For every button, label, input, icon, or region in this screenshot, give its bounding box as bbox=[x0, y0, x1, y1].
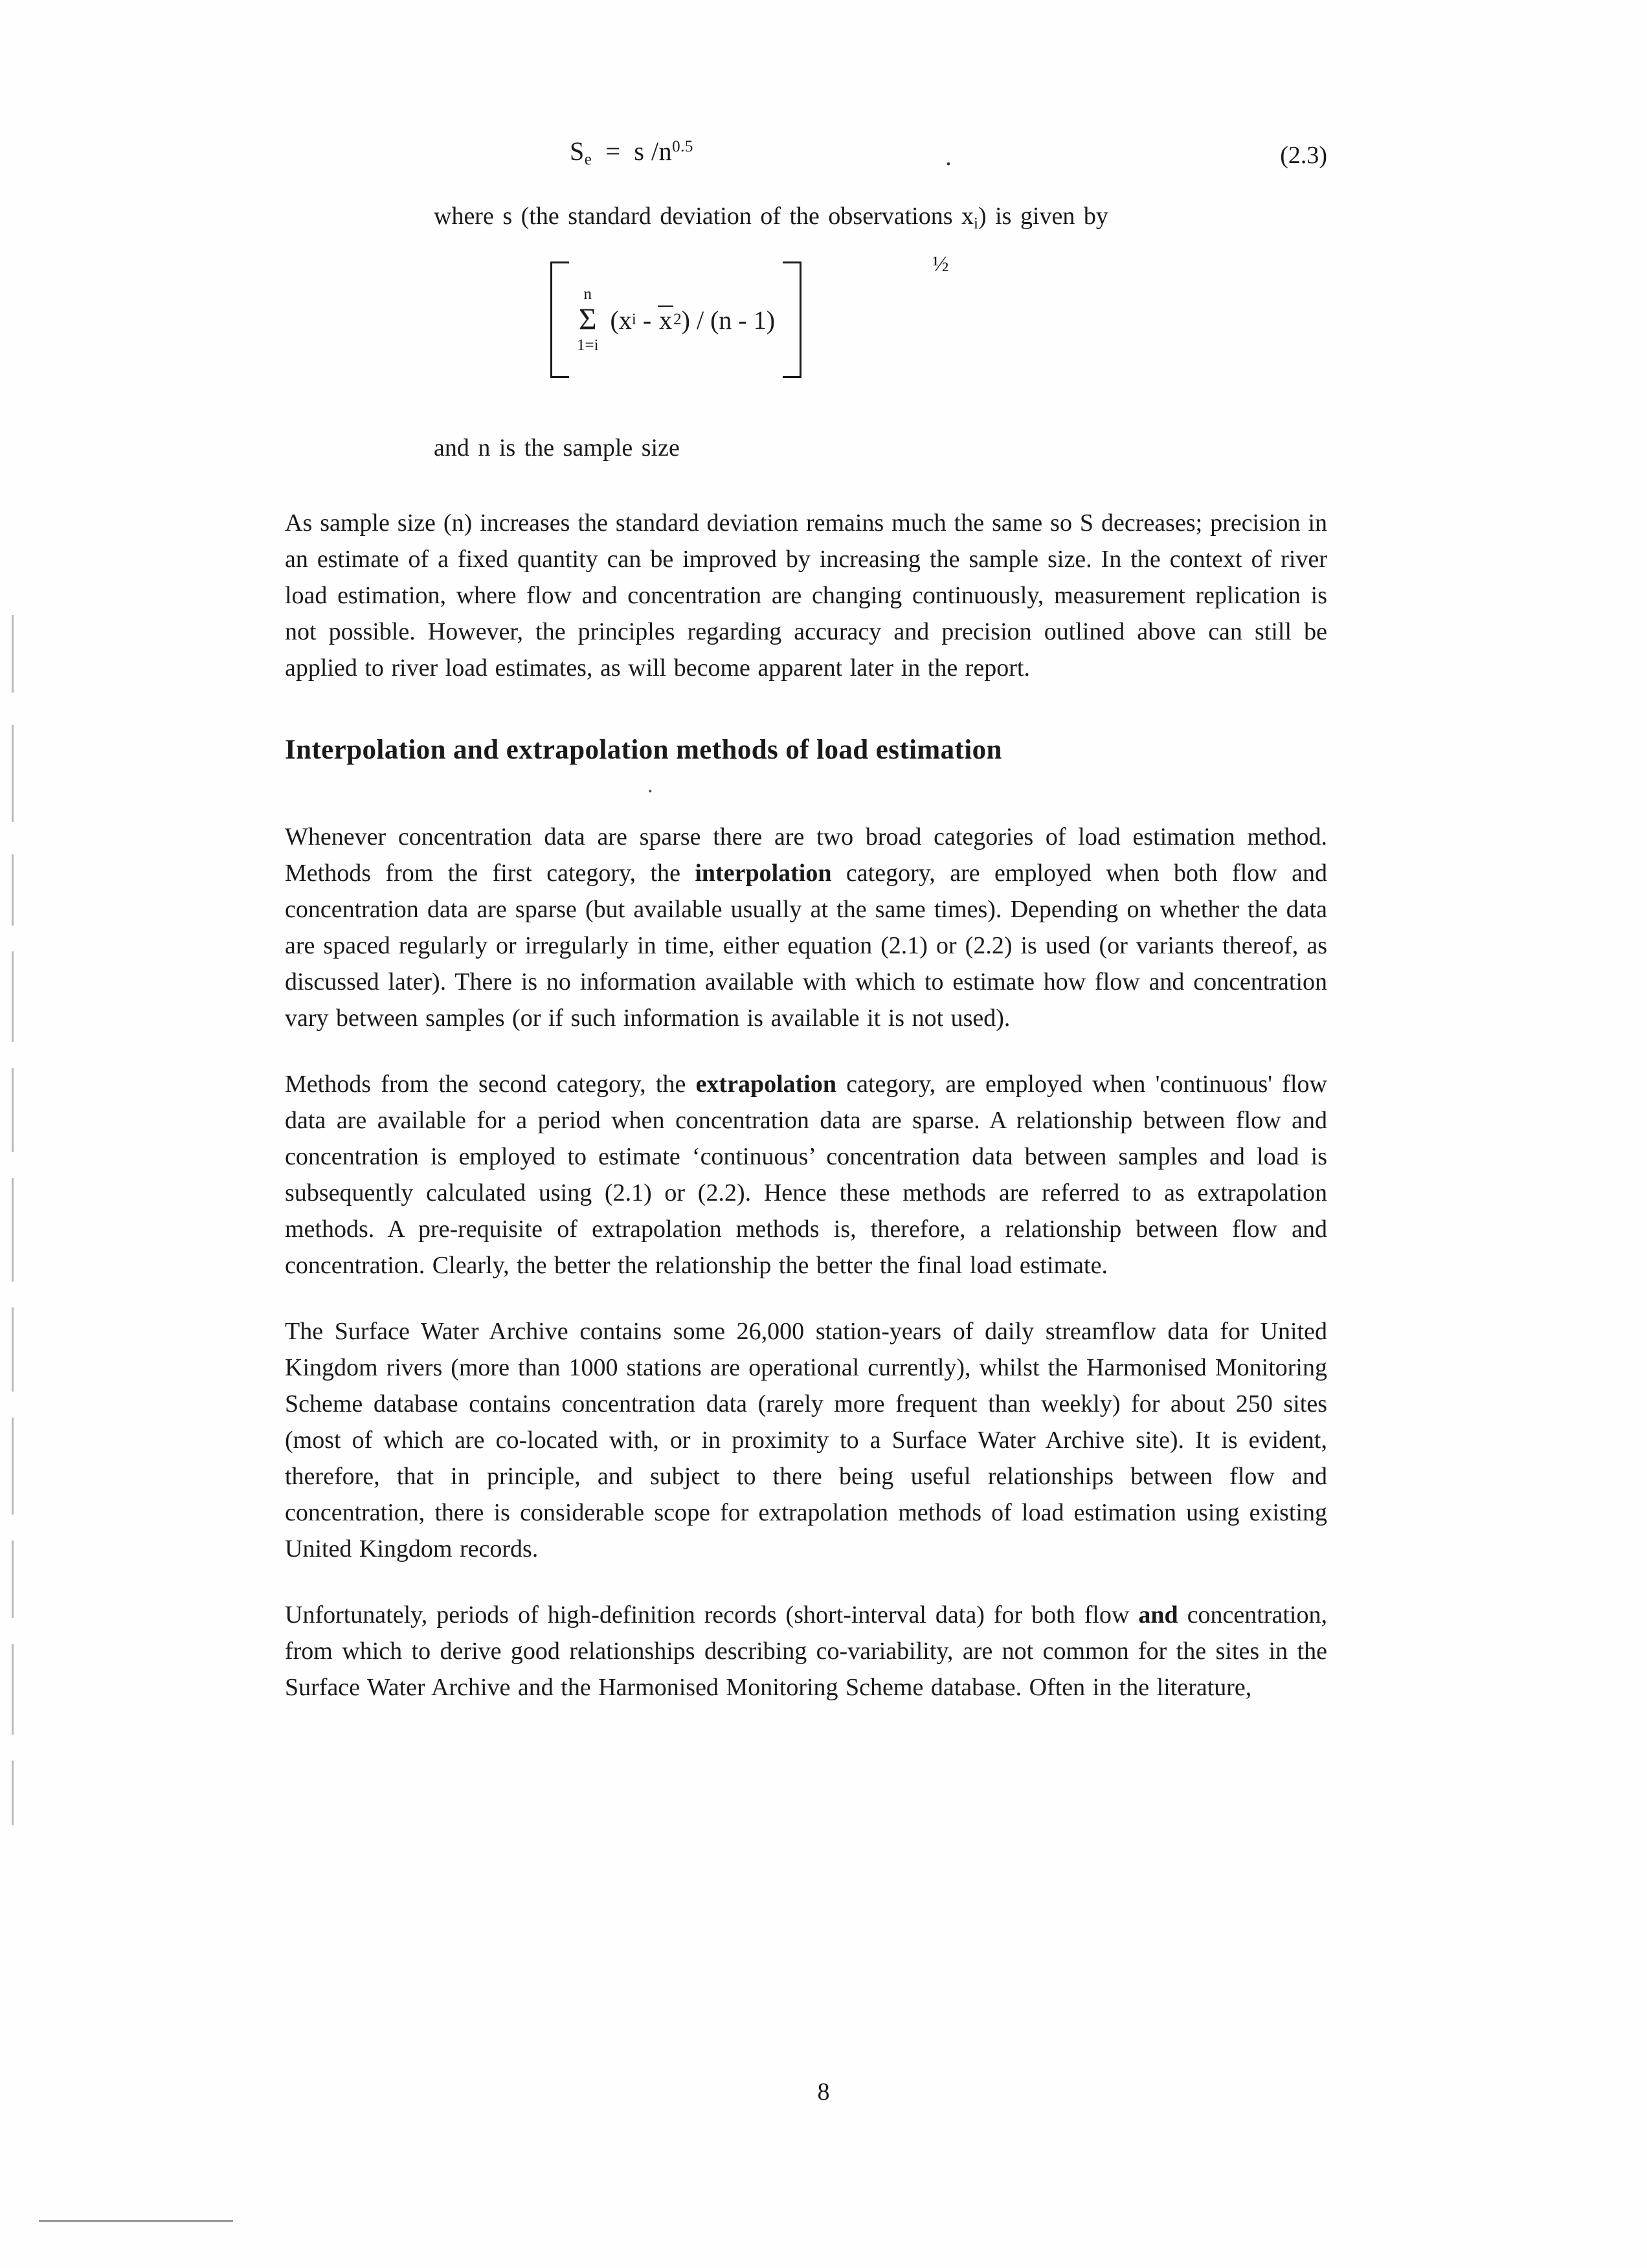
formula-divisor: ) / (n - 1) bbox=[681, 305, 776, 335]
spacer bbox=[285, 795, 1327, 819]
heading-stray-dot: . bbox=[647, 773, 653, 797]
paragraph-precision bbox=[285, 505, 1327, 686]
formula-expression bbox=[569, 261, 783, 378]
sample-size-note: and n is the sample size bbox=[434, 434, 680, 461]
paragraph-precision-text: As sample size (n) increases the standard deviation remains much the same so S decreases; precision in an estimate of a fixed quantity can be improved by increasing the sample size. In the context of river load estimation, where flow and concentration are changing continuously, measurement replication is not possible. However, the principles regarding accuracy and precision outlined above can still be applied to river load estimates, as will become apparent later in the report. bbox=[285, 509, 1327, 682]
equation-rhs: s /n bbox=[634, 137, 673, 166]
paragraph-extrapolation bbox=[285, 1066, 1327, 1284]
scan-edge-mark bbox=[12, 1068, 14, 1152]
where-clause-subscript: i bbox=[974, 215, 978, 232]
summation-operator bbox=[577, 286, 599, 353]
paragraph-surface-water-archive: The Surface Water Archive contains some 26,000 station-years of daily streamflow data for United Kingdom rivers (more than 1000 stations are operational currently), whilst the Harmonised Monitoring Scheme database contains concentration data (rarely more frequent than weekly) for about 250 sites (most of which are co-located with, or in proximity to a Surface Water Archive site). It is evident, therefore, that in principle, and subject to there being useful relationships between flow and concentration, there is considerable scope for extrapolation methods of load estimation using existing United Kingdom records. bbox=[285, 1318, 1327, 1562]
right-bracket bbox=[783, 261, 801, 378]
formula-minus: - bbox=[642, 305, 652, 335]
where-clause bbox=[285, 198, 1327, 242]
formula-mean-symbol: x bbox=[659, 306, 673, 335]
where-clause-tail: ) is given by bbox=[978, 203, 1108, 230]
where-clause-text: where s (the standard deviation of the observations x bbox=[434, 203, 974, 230]
formula-term-open: (x bbox=[610, 305, 632, 335]
scan-edge-mark bbox=[12, 725, 14, 822]
paragraph-interpolation bbox=[285, 819, 1327, 1036]
equation-relation: = bbox=[605, 137, 621, 166]
section-heading: Interpolation and extrapolation methods of load estimation bbox=[285, 735, 1002, 765]
stray-dot-mark: . bbox=[945, 142, 952, 171]
paragraph-extrapolation-part-a: Methods from the second category, the bbox=[285, 1071, 696, 1098]
scan-edge-mark bbox=[12, 1540, 14, 1618]
page-content bbox=[285, 136, 1327, 1706]
summation-lower-limit: 1=i bbox=[577, 337, 599, 354]
scan-edge-mark bbox=[12, 1761, 14, 1825]
scan-edge-mark bbox=[12, 615, 14, 693]
standard-deviation-formula bbox=[285, 252, 1327, 423]
scan-edge-mark bbox=[12, 1178, 14, 1282]
formula-bracket-group bbox=[550, 252, 949, 378]
paragraph-high-definition-records bbox=[285, 1597, 1327, 1706]
paragraph-interpolation-part-b: category, are employed when both flow and concentration data are sparse (but available usually at the same times). Depending on whether the data are spaced regularly or irregularly in time, either equation (2.1) or (2.2) is used (or variants thereof, as discussed later). There is no information available with which to estimate how flow and concentration vary between samples (or if such information is available it is not used). bbox=[285, 860, 1327, 1032]
paragraph-extrapolation-emphasis: extrapolation bbox=[695, 1071, 836, 1098]
paragraph-interpolation-part-a: Whenever concentration data are sparse there are two broad categories of load estimation method. Methods from the first category, the bbox=[285, 823, 1327, 887]
scan-edge-mark bbox=[12, 951, 14, 1042]
paragraph-high-definition-emphasis: and bbox=[1138, 1601, 1178, 1629]
formula-outer-exponent: ½ bbox=[932, 252, 949, 276]
scan-edge-mark bbox=[12, 1644, 14, 1735]
scan-edge-mark bbox=[12, 1418, 14, 1515]
equation-2-3-expression bbox=[570, 136, 693, 169]
paragraph-interpolation-emphasis: interpolation bbox=[695, 860, 832, 887]
spacer bbox=[285, 466, 1327, 505]
scan-edge-mark bbox=[12, 1307, 14, 1392]
equation-2-3-row bbox=[285, 136, 1327, 198]
paragraph-high-definition-part-b: concentration, from which to derive good relationships describing co-variability, are not common for the sites in the Surface Water Archive and the Harmonised Monitoring Scheme database. Often in the literature, bbox=[285, 1601, 1327, 1701]
formula-square-exponent: 2 bbox=[673, 311, 682, 328]
sigma-icon: Σ bbox=[578, 302, 597, 337]
equation-lhs: S bbox=[570, 137, 585, 166]
scan-edge-mark bbox=[12, 854, 14, 926]
paragraph-high-definition-part-a: Unfortunately, periods of high-definition records (short-interval data) for both flow bbox=[285, 1601, 1139, 1629]
summation-upper-limit: n bbox=[583, 285, 592, 303]
equation-lhs-subscript: e bbox=[584, 151, 592, 168]
formula-term-subscript: i bbox=[631, 311, 636, 328]
page-number: 8 bbox=[817, 2078, 830, 2106]
bottom-rule bbox=[39, 2220, 233, 2222]
equation-number: (2.3) bbox=[1280, 142, 1327, 169]
paragraph-extrapolation-part-b: category, are employed when 'continuous' flow data are available for a period when concentration data are sparse. A relationship between flow and concentration is employed to estimate ‘continuous’ concentration data between samples and load is subsequently calculated using (2.1) or (2.2). Hence these methods are referred to as extrapolation methods. A pre-requisite of extrapolation methods is, therefore, a relationship between flow and concentration. Clearly, the better the relationship the better the final load estimate. bbox=[285, 1071, 1327, 1279]
left-bracket bbox=[550, 261, 569, 378]
equation-rhs-exponent: 0.5 bbox=[672, 138, 693, 155]
heading-stray-mark bbox=[285, 773, 1327, 797]
